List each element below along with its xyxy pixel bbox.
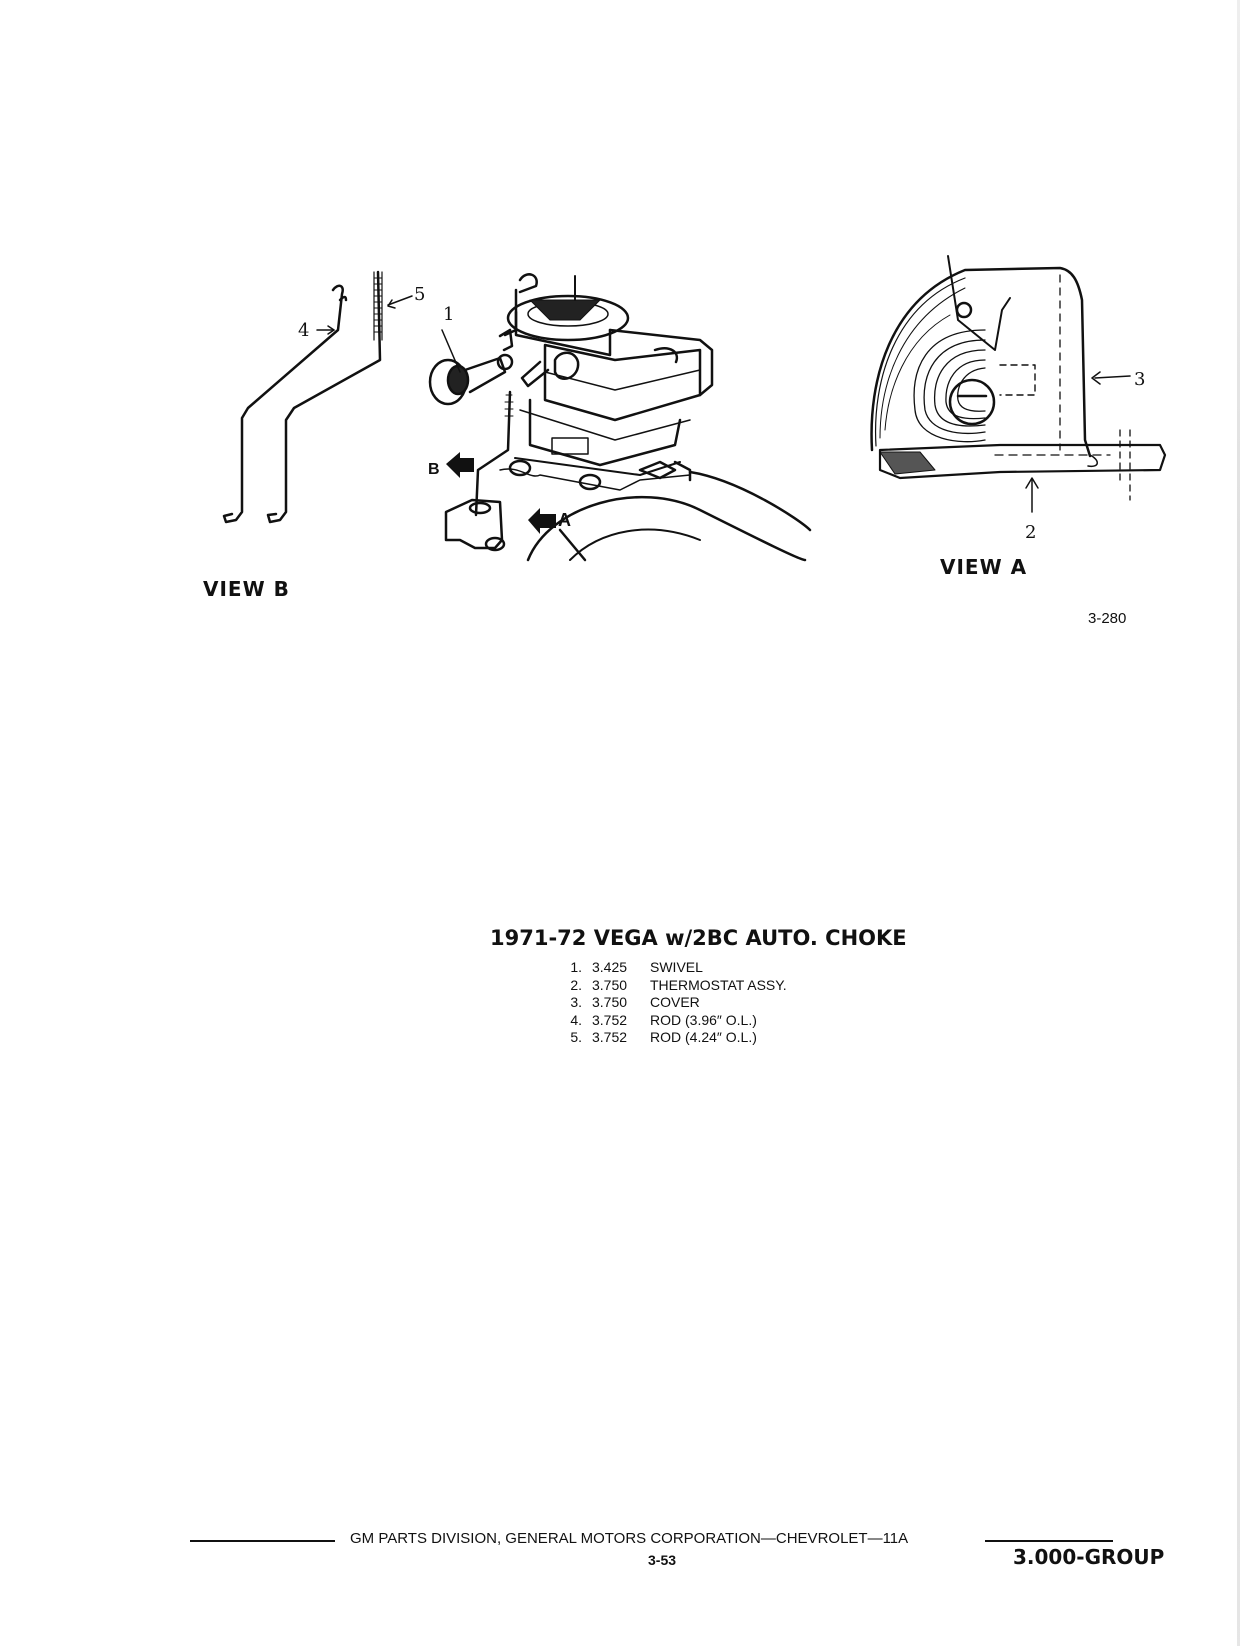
callout-3: 3 [1134,369,1146,390]
list-item [556,1029,787,1047]
callout-2: 2 [1025,522,1037,543]
part-code: 3.750 [592,994,628,1010]
footer-rule-left [190,1540,335,1542]
callout-5: 5 [414,284,426,305]
group-label: 3.000-GROUP [1013,1545,1165,1569]
list-item [556,1012,787,1030]
view-a-thermostat [872,256,1165,512]
part-description: ROD (3.96″ O.L.) [650,1011,757,1028]
callout-4: 4 [298,320,310,341]
callout-1: 1 [443,304,455,325]
part-description: SWIVEL [650,959,703,975]
part-code: 3.750 [592,976,628,993]
part-description: THERMOSTAT ASSY. [650,976,787,993]
part-description: ROD (4.24″ O.L.) [650,1029,757,1045]
list-item [556,994,787,1012]
view-a-label: VIEW A [940,555,1028,579]
part-index: 4. [570,1011,582,1028]
part-index: 2. [570,976,582,993]
view-a-marker: A [558,510,571,530]
choke-rod [476,392,510,515]
figure-number: 3-280 [1088,610,1127,627]
part-code: 3.752 [592,1011,628,1028]
part-index: 3. [570,994,582,1010]
view-b-marker: B [428,461,440,478]
parts-list [556,959,787,1047]
swivel [430,330,512,404]
part-description: COVER [650,994,700,1010]
footer-rule-right [985,1540,1113,1542]
part-index: 5. [570,1029,582,1045]
carburetor-choke-illustration [0,0,1240,640]
part-index: 1. [570,959,582,975]
page-title: 1971-72 VEGA w/2BC AUTO. CHOKE [490,926,907,950]
page-number: 3-53 [648,1552,677,1568]
view-b-arrow [428,452,474,478]
part-code: 3.425 [592,959,628,975]
footer-text: GM PARTS DIVISION, GENERAL MOTORS CORPORATION—CHEVROLET—11A [350,1530,909,1547]
view-b-label: VIEW B [203,577,290,601]
rod-5 [268,272,382,522]
carburetor-assembly [500,274,712,490]
list-item [556,959,787,977]
list-item [556,977,787,995]
part-code: 3.752 [592,1029,628,1045]
